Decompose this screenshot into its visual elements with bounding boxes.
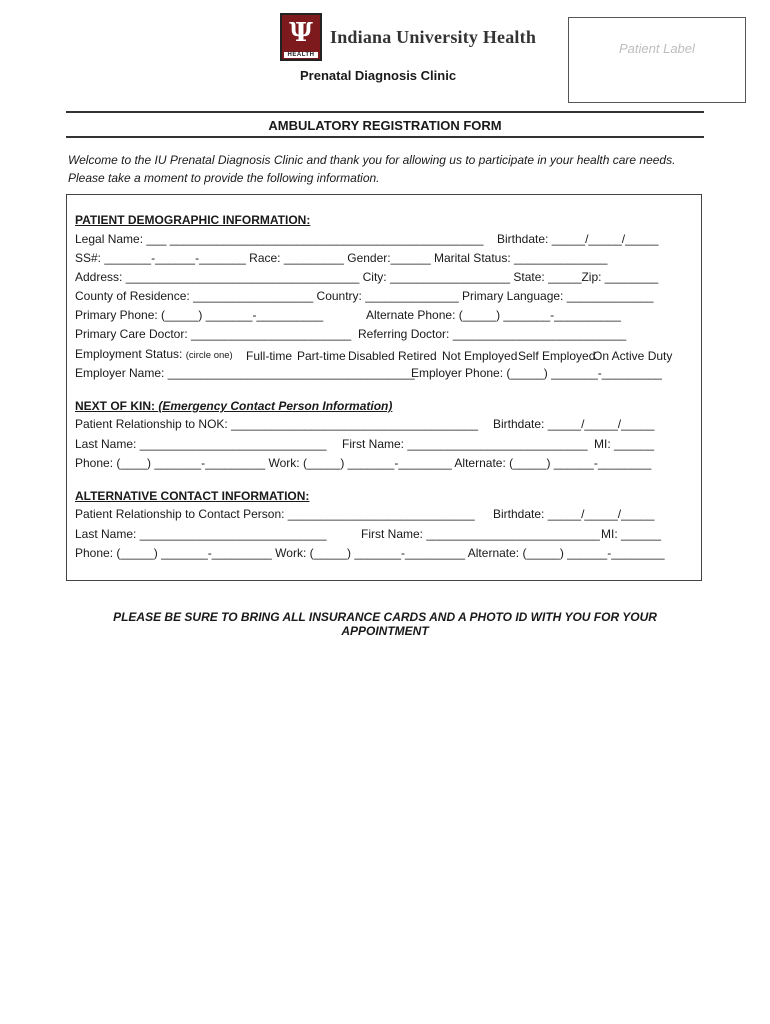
employer-name-field[interactable]: Employer Name: _____________________________________	[75, 366, 415, 380]
alt-mi-field[interactable]: MI: ______	[601, 527, 662, 541]
logo-badge: HEALTH	[284, 52, 318, 58]
primary-phone-field[interactable]: Primary Phone: (_____) _______-__________	[75, 308, 324, 322]
nok-birthdate-field[interactable]: Birthdate: _____/_____/_____	[493, 417, 655, 431]
employment-status-row	[75, 347, 233, 361]
patient-birthdate-field[interactable]: Birthdate: _____/_____/_____	[497, 232, 659, 246]
employment-option-disabled[interactable]: Disabled	[348, 349, 395, 363]
alt-last-name-field[interactable]: Last Name: ____________________________	[75, 527, 327, 541]
nok-first-name-field[interactable]: First Name: ___________________________	[342, 437, 588, 451]
form-title: AMBULATORY REGISTRATION FORM	[268, 118, 502, 133]
iu-trident-icon: Ψ HEALTH	[280, 13, 322, 61]
title-rule-bottom	[66, 136, 704, 138]
alt-birthdate-field[interactable]: Birthdate: _____/_____/_____	[493, 507, 655, 521]
referring-doctor-field[interactable]: Referring Doctor: __________________________	[358, 327, 627, 341]
legal-name-field[interactable]: Legal Name: ___ _______________________________________________	[75, 232, 484, 246]
employment-option-active-duty[interactable]: On Active Duty	[593, 349, 673, 363]
employment-hint: (circle one)	[185, 350, 233, 361]
title-rule-top	[66, 111, 704, 113]
county-country-language-line[interactable]: County of Residence: __________________ Country: ______________ Primary Language: _____________	[75, 289, 654, 303]
nok-section-heading	[75, 399, 392, 413]
nok-mi-field[interactable]: MI: ______	[594, 437, 655, 451]
alt-relationship-field[interactable]: Patient Relationship to Contact Person: ____________________________	[75, 507, 475, 521]
employment-option-parttime[interactable]: Part-time	[297, 349, 346, 363]
nok-heading-subtitle: (Emergency Contact Person Information)	[158, 399, 393, 413]
employment-option-not-employed[interactable]: Not Employed	[442, 349, 518, 363]
alt-phone-line[interactable]: Phone: (_____) _______-_________ Work: (_____) _______-_________ Alternate: (_____) ______-________	[75, 546, 665, 560]
employer-phone-field[interactable]: Employer Phone: (_____) _______-_________	[411, 366, 662, 380]
patient-label-placeholder: Patient Label	[619, 41, 695, 56]
ss-race-gender-marital-line[interactable]: SS#: _______-______-_______ Race: _________ Gender:______ Marital Status: ______________	[75, 251, 608, 265]
patient-label-box	[568, 17, 746, 103]
employment-option-self-employed[interactable]: Self Employed	[518, 349, 596, 363]
logo-text: Indiana University Health	[330, 26, 537, 47]
iu-health-logo	[280, 13, 536, 61]
alternate-phone-field[interactable]: Alternate Phone: (_____) _______-__________	[366, 308, 621, 322]
nok-heading-prefix: NEXT OF KIN:	[75, 399, 155, 413]
primary-care-doctor-field[interactable]: Primary Care Doctor: ________________________	[75, 327, 352, 341]
patient-section-heading: PATIENT DEMOGRAPHIC INFORMATION:	[75, 213, 311, 227]
nok-relationship-field[interactable]: Patient Relationship to NOK: _____________________________________	[75, 417, 479, 431]
employment-option-fulltime[interactable]: Full-time	[246, 349, 293, 363]
alt-section-heading: ALTERNATIVE CONTACT INFORMATION:	[75, 489, 310, 503]
nok-last-name-field[interactable]: Last Name: ____________________________	[75, 437, 327, 451]
address-line[interactable]: Address: ___________________________________ City: __________________ State: _____Zip: ________	[75, 270, 659, 284]
clinic-name: Prenatal Diagnosis Clinic	[300, 68, 457, 83]
welcome-text: Welcome to the IU Prenatal Diagnosis Clinic and thank you for allowing us to participate in your health care needs. Please take a moment to provide the following information.	[68, 153, 676, 185]
employment-status-label: Employment Status:	[75, 347, 183, 361]
insurance-reminder: PLEASE BE SURE TO BRING ALL INSURANCE CARDS AND A PHOTO ID WITH YOU FOR YOUR APPOINTMENT	[113, 610, 657, 638]
nok-phone-line[interactable]: Phone: (____) _______-_________ Work: (_____) _______-________ Alternate: (_____) ______-________	[75, 456, 652, 470]
employment-option-retired[interactable]: Retired	[398, 349, 437, 363]
alt-first-name-field[interactable]: First Name: __________________________	[361, 527, 600, 541]
